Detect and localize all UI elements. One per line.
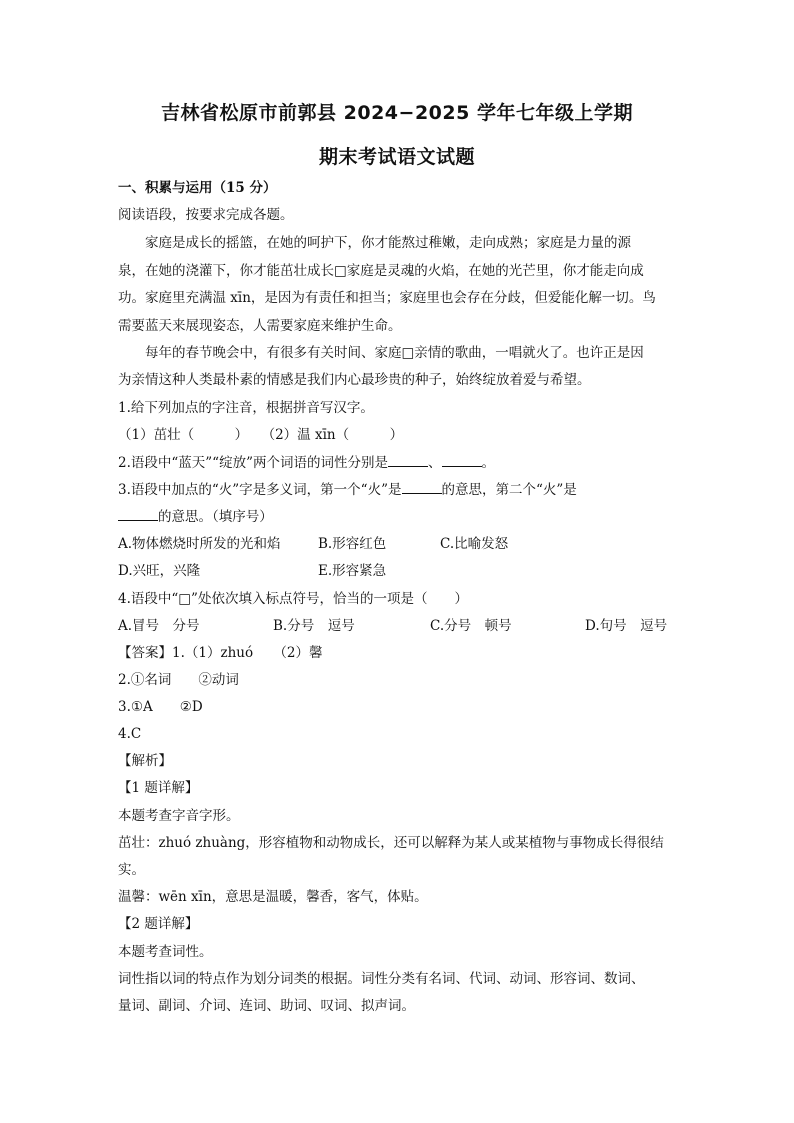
q3-option-a: A.物体燃烧时所发的光和焰 (118, 536, 281, 552)
question-3-text: 3.语段中加点的“火”字是多义词，第一个“火”是 (118, 482, 402, 498)
q4-option-c: C.分号 顿号 (430, 618, 512, 634)
answer-blank (402, 481, 442, 494)
question-2-end: 。 (481, 455, 495, 471)
question-4: 4.语段中“□”处依次填入标点符号，恰当的一项是（ ） (118, 591, 468, 607)
answer-blank (388, 454, 428, 467)
question-3-text-b: 的意思，第二个“火”是 (441, 482, 577, 498)
detail-1-text: 茁壮：zhuó zhuàng，形容植物和动物成长，还可以解释为某人或某植物与事物成长得很结 (118, 835, 664, 851)
section-heading: 一、积累与运用（15 分） (118, 180, 277, 196)
q3-option-c: C.比喻发怒 (440, 536, 509, 552)
question-2 (118, 453, 495, 473)
answer-blank (442, 454, 482, 467)
question-3 (118, 480, 577, 500)
question-1: 1.给下列加点的字注音，根据拼音写汉字。 (118, 400, 374, 416)
answer-4: 4.C (118, 726, 142, 742)
q3-option-b: B.形容红色 (318, 536, 387, 552)
instruction-text: 阅读语段，按要求完成各题。 (118, 207, 294, 223)
detail-1-heading: 【1 题详解】 (118, 780, 199, 796)
document-title-line1: 吉林省松原市前郭县 2024−2025 学年七年级上学期 (161, 102, 633, 124)
passage-line: 功。家庭里充满温 xīn，是因为有责任和担当；家庭里也会存在分歧，但爱能化解一切。鸟 (118, 290, 656, 306)
question-3-cont (118, 507, 273, 527)
q4-option-d: D.句号 逗号 (585, 618, 668, 634)
passage-line: 泉，在她的浇灌下，你才能茁壮成长□家庭是灵魂的火焰，在她的光芒里，你才能走向成 (118, 263, 644, 279)
detail-2-text: 本题考查词性。 (118, 944, 213, 960)
detail-2-text: 词性指以词的特点作为划分词类的根据。词性分类有名词、代词、动词、形容词、数词、 (118, 971, 645, 987)
detail-2-heading: 【2 题详解】 (118, 916, 199, 932)
detail-2-text: 量词、副词、介词、连词、助词、叹词、拟声词。 (118, 998, 415, 1014)
answer-blank (118, 508, 158, 521)
answer-2: 2.①名词 ②动词 (118, 672, 239, 688)
q3-option-d: D.兴旺，兴隆 (118, 563, 201, 579)
answer-1: 【答案】1.（1）zhuó （2）馨 (118, 645, 323, 661)
q4-option-a: A.冒号 分号 (118, 618, 200, 634)
analysis-heading: 【解析】 (118, 753, 172, 769)
detail-1-text: 本题考查字音字形。 (118, 808, 240, 824)
q4-option-b: B.分号 逗号 (273, 618, 355, 634)
detail-1-text: 温馨：wēn xīn，意思是温暖，馨香，客气，体贴。 (118, 889, 428, 905)
question-2-sep: 、 (428, 455, 442, 471)
passage-line: 为亲情这种人类最朴素的情感是我们内心最珍贵的种子，始终绽放着爱与希望。 (118, 372, 591, 388)
passage-line: 每年的春节晚会中，有很多有关时间、家庭□亲情的歌曲，一唱就火了。也许正是因 (145, 345, 644, 361)
passage-line: 家庭是成长的摇篮，在她的呵护下，你才能熬过稚嫩，走向成熟；家庭是力量的源 (145, 235, 631, 251)
document-title-line2: 期末考试语文试题 (318, 146, 475, 168)
question-1-items: （1）茁壮（ ） （2）温 xīn（ ） (118, 427, 404, 443)
question-3-text-c: 的意思。（填序号） (158, 509, 273, 525)
question-2-text: 2.语段中“蓝天”“绽放”两个词语的词性分别是 (118, 455, 388, 471)
passage-line: 需要蓝天来展现姿态，人需要家庭来维护生命。 (118, 318, 402, 334)
q3-option-e: E.形容紧急 (318, 563, 387, 579)
answer-3: 3.①A ②D (118, 699, 203, 715)
detail-1-text: 实。 (118, 862, 145, 878)
